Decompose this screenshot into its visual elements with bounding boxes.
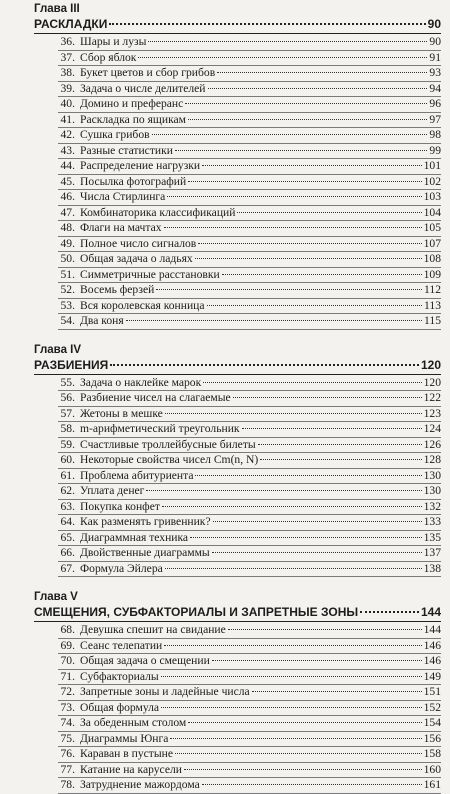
entry-number: 63. xyxy=(60,499,75,513)
toc-entry[interactable] xyxy=(58,113,441,129)
leader-dots xyxy=(212,660,422,661)
leader-dots xyxy=(148,41,427,42)
entry-number: 39. xyxy=(60,81,75,95)
toc-entry[interactable] xyxy=(58,515,441,531)
entry-page: 144 xyxy=(423,623,441,636)
entry-page: 102 xyxy=(423,174,441,188)
entry-title: Симметричные расстановки xyxy=(80,267,220,281)
entry-page: 130 xyxy=(423,484,441,497)
entry-page: 132 xyxy=(423,499,441,513)
entry-title: Караван в пустыне xyxy=(80,747,173,760)
entry-page: 107 xyxy=(423,236,441,250)
entry-number: 65. xyxy=(60,530,75,544)
leader-dots xyxy=(138,57,427,58)
toc-entry[interactable] xyxy=(58,546,441,562)
toc-entry[interactable] xyxy=(58,314,441,330)
entry-title: Букет цветов и сбор грибов xyxy=(80,66,216,79)
chapter-label: Глава III xyxy=(34,3,80,15)
entry-title: Сеанс телепатии xyxy=(80,638,163,652)
toc-entry[interactable] xyxy=(58,716,441,732)
entry-number: 75. xyxy=(60,731,75,745)
entry-page: 93 xyxy=(429,66,441,79)
toc-entry[interactable] xyxy=(58,422,441,438)
entry-page: 112 xyxy=(424,283,441,296)
entry-page: 113 xyxy=(424,298,441,312)
entry-list xyxy=(34,35,441,330)
entry-title: Задача о числе делителей xyxy=(80,81,206,95)
chapter-label: Глава IV xyxy=(34,343,82,356)
leader-dots xyxy=(184,769,422,770)
leader-dots xyxy=(203,382,421,383)
entry-number: 38. xyxy=(60,66,75,79)
entry-title: Сушка грибов xyxy=(80,128,150,141)
entry-page: 156 xyxy=(423,731,441,745)
entry-title: Общая задача о смещении xyxy=(80,654,210,667)
entry-page: 90 xyxy=(429,35,441,48)
leader-dots xyxy=(165,568,422,569)
entry-title: Шары и лузы xyxy=(80,35,147,48)
entry-number: 69. xyxy=(60,638,75,652)
entry-title: Полное число сигналов xyxy=(80,236,197,250)
entry-number: 50. xyxy=(60,252,75,265)
entry-number: 52. xyxy=(60,283,75,296)
table-of-contents xyxy=(34,2,441,794)
leader-dots xyxy=(170,738,421,739)
entry-title: Как разменять гривенник? xyxy=(80,515,211,528)
leader-dots xyxy=(161,707,422,708)
leader-dots xyxy=(188,119,427,120)
entry-page: 115 xyxy=(424,314,441,327)
entry-title: Вся королевская конница xyxy=(80,298,205,312)
entry-page: 160 xyxy=(423,762,441,776)
chapter-title-row[interactable] xyxy=(34,357,441,375)
toc-entry[interactable] xyxy=(58,128,441,144)
entry-number: 43. xyxy=(60,143,75,157)
toc-entry[interactable] xyxy=(58,778,441,794)
entry-page: 101 xyxy=(423,159,441,172)
entry-title: Запретные зоны и ладейные числа xyxy=(80,685,250,698)
toc-entry[interactable] xyxy=(58,453,441,469)
toc-entry[interactable] xyxy=(58,623,441,639)
toc-entry[interactable] xyxy=(58,252,441,268)
leader-dots xyxy=(164,645,421,646)
chapter-title-row[interactable] xyxy=(34,604,441,622)
leader-dots xyxy=(167,196,421,197)
entry-page: 133 xyxy=(423,515,441,528)
leader-dots xyxy=(360,611,419,613)
entry-title: Разбиение чисел на слагаемые xyxy=(80,391,231,404)
entry-page: 108 xyxy=(423,252,441,265)
toc-entry[interactable] xyxy=(58,391,441,407)
leader-dots xyxy=(208,88,428,89)
entry-number: 46. xyxy=(60,190,75,203)
entry-title: Диаграммная техника xyxy=(80,530,189,544)
entry-number: 76. xyxy=(60,747,75,760)
entry-title: m-арифметический треугольник xyxy=(80,422,240,435)
toc-entry[interactable] xyxy=(58,407,441,423)
entry-number: 57. xyxy=(60,406,75,420)
entry-title: Диаграммы Юнга xyxy=(80,731,169,745)
leader-dots xyxy=(110,364,419,366)
entry-page: 109 xyxy=(423,267,441,281)
chapter-title: СМЕЩЕНИЯ, СУБФАКТОРИАЛЫ И ЗАПРЕТНЫЕ ЗОНЫ xyxy=(34,605,359,619)
entry-title: Сбор яблок xyxy=(80,50,137,64)
toc-entry[interactable] xyxy=(58,670,441,686)
entry-title: Уплата денег xyxy=(80,484,145,497)
toc-entry[interactable] xyxy=(58,35,441,51)
leader-dots xyxy=(185,103,427,104)
toc-entry[interactable] xyxy=(58,701,441,717)
entry-number: 67. xyxy=(60,561,75,575)
leader-dots xyxy=(175,150,427,151)
entry-title: Два коня xyxy=(80,314,124,327)
entry-title: За обеденным столом xyxy=(80,716,187,729)
entry-page: 135 xyxy=(423,530,441,544)
leader-dots xyxy=(202,784,422,785)
entry-number: 44. xyxy=(60,159,75,172)
entry-page: 152 xyxy=(423,700,441,714)
entry-number: 71. xyxy=(60,669,75,683)
leader-dots xyxy=(233,397,422,398)
entry-number: 54. xyxy=(60,314,75,327)
toc-entry[interactable] xyxy=(58,469,441,485)
entry-page: 94 xyxy=(429,81,441,95)
entry-page: 124 xyxy=(423,422,441,435)
leader-dots xyxy=(222,274,422,275)
entry-number: 66. xyxy=(60,546,75,559)
leader-dots xyxy=(162,506,422,507)
entry-page: 138 xyxy=(423,561,441,575)
chapter-block xyxy=(34,343,441,578)
entry-title: Девушка спешит на свидание xyxy=(80,623,226,636)
toc-entry[interactable] xyxy=(58,159,441,175)
leader-dots xyxy=(237,212,421,213)
leader-dots xyxy=(165,413,422,414)
entry-page: 149 xyxy=(423,669,441,683)
leader-dots xyxy=(217,72,427,73)
entry-number: 40. xyxy=(60,97,75,110)
toc-entry[interactable] xyxy=(58,484,441,500)
entry-number: 42. xyxy=(60,128,75,141)
toc-entry[interactable] xyxy=(58,82,441,98)
toc-entry[interactable] xyxy=(58,206,441,222)
entry-list xyxy=(34,376,441,578)
toc-entry[interactable] xyxy=(58,268,441,284)
toc-entry[interactable] xyxy=(58,376,441,392)
entry-number: 47. xyxy=(60,205,75,219)
entry-page: 123 xyxy=(423,406,441,420)
entry-number: 61. xyxy=(60,468,75,482)
entry-number: 70. xyxy=(60,654,75,667)
chapter-page-number: 120 xyxy=(420,357,441,372)
entry-title: Счастливые троллейбусные билеты xyxy=(80,437,256,451)
entry-page: 161 xyxy=(423,778,441,791)
entry-page: 98 xyxy=(429,128,441,141)
entry-title: Посылка фотографий xyxy=(80,174,187,188)
entry-page: 97 xyxy=(429,112,441,126)
entry-number: 45. xyxy=(60,174,75,188)
leader-dots xyxy=(258,444,422,445)
entry-title: Общая формула xyxy=(80,700,160,714)
leader-dots xyxy=(260,459,421,460)
leader-dots xyxy=(188,722,421,723)
chapter-page-number: 144 xyxy=(420,605,441,619)
entry-page: 103 xyxy=(423,190,441,203)
leader-dots xyxy=(190,537,422,538)
entry-title: Восемь ферзей xyxy=(80,283,155,296)
entry-title: Двойственные диаграммы xyxy=(80,546,210,559)
entry-page: 154 xyxy=(423,716,441,729)
entry-number: 58. xyxy=(60,422,75,435)
entry-number: 74. xyxy=(60,716,75,729)
entry-title: Затруднение мажордома xyxy=(80,778,200,791)
entry-title: Формула Эйлера xyxy=(80,561,163,575)
chapter-page-number: 90 xyxy=(427,17,441,31)
entry-number: 77. xyxy=(60,762,75,776)
leader-dots xyxy=(195,258,422,259)
leader-dots xyxy=(212,552,422,553)
entry-page: 99 xyxy=(429,143,441,157)
chapter-label: Глава V xyxy=(34,591,78,603)
entry-number: 73. xyxy=(60,700,75,714)
entry-page: 105 xyxy=(423,221,441,234)
entry-page: 130 xyxy=(423,468,441,482)
toc-entry[interactable] xyxy=(58,175,441,191)
entry-number: 62. xyxy=(60,484,75,497)
toc-entry[interactable] xyxy=(58,144,441,160)
entry-number: 37. xyxy=(60,50,75,64)
entry-page: 151 xyxy=(423,685,441,698)
entry-number: 36. xyxy=(60,35,75,48)
entry-page: 128 xyxy=(423,453,441,466)
entry-number: 51. xyxy=(60,267,75,281)
entry-page: 158 xyxy=(423,747,441,760)
leader-dots xyxy=(242,428,422,429)
entry-title: Числа Стирлинга xyxy=(80,190,166,203)
entry-number: 64. xyxy=(60,515,75,528)
chapter-title: РАЗБИЕНИЯ xyxy=(34,357,109,372)
toc-entry[interactable] xyxy=(58,747,441,763)
entry-title: Раскладка по ящикам xyxy=(80,112,187,126)
entry-page: 146 xyxy=(423,654,441,667)
entry-list xyxy=(34,623,441,794)
leader-dots xyxy=(188,181,421,182)
entry-number: 60. xyxy=(60,453,75,466)
toc-entry[interactable] xyxy=(58,221,441,237)
leader-dots xyxy=(198,243,421,244)
entry-title: Субфакториалы xyxy=(80,669,159,683)
entry-title: Покупка конфет xyxy=(80,499,160,513)
entry-number: 55. xyxy=(60,375,75,389)
toc-entry[interactable] xyxy=(58,562,441,578)
leader-dots xyxy=(152,134,428,135)
entry-number: 72. xyxy=(60,685,75,698)
toc-entry[interactable] xyxy=(58,97,441,113)
leader-dots xyxy=(161,676,422,677)
entry-title: Катание на карусели xyxy=(80,762,182,776)
leader-dots xyxy=(195,475,421,476)
toc-entry[interactable] xyxy=(58,531,441,547)
leader-dots xyxy=(146,490,421,491)
entry-page: 122 xyxy=(423,391,441,404)
toc-entry[interactable] xyxy=(58,299,441,315)
toc-entry[interactable] xyxy=(58,283,441,299)
toc-entry[interactable] xyxy=(58,639,441,655)
toc-entry[interactable] xyxy=(58,500,441,516)
entry-page: 146 xyxy=(423,638,441,652)
entry-title: Общая задача о ладьях xyxy=(80,252,193,265)
entry-title: Распределение нагрузки xyxy=(80,159,201,172)
entry-page: 137 xyxy=(423,546,441,559)
entry-title: Некоторые свойства чисел Cm(n, N) xyxy=(80,453,259,466)
leader-dots xyxy=(207,305,423,306)
toc-entry[interactable] xyxy=(58,685,441,701)
entry-number: 68. xyxy=(60,623,75,636)
toc-entry[interactable] xyxy=(58,66,441,82)
chapter-title: РАСКЛАДКИ xyxy=(34,17,108,31)
entry-page: 126 xyxy=(423,437,441,451)
toc-entry[interactable] xyxy=(58,654,441,670)
leader-dots xyxy=(228,629,422,630)
entry-title: Флаги на мачтах xyxy=(80,221,162,234)
entry-title: Задача о наклейке марок xyxy=(80,375,202,389)
entry-number: 59. xyxy=(60,437,75,451)
entry-number: 53. xyxy=(60,298,75,312)
entry-title: Домино и преферанс xyxy=(80,97,184,110)
entry-number: 56. xyxy=(60,391,75,404)
chapter-block xyxy=(34,590,441,794)
chapter-title-row[interactable] xyxy=(34,16,441,34)
toc-entry[interactable] xyxy=(58,438,441,454)
entry-title: Проблема абитуриента xyxy=(80,468,194,482)
chapter-block xyxy=(34,2,441,330)
leader-dots xyxy=(175,753,422,754)
toc-entry[interactable] xyxy=(58,763,441,779)
leader-dots xyxy=(126,320,422,321)
entry-title: Жетоны в мешке xyxy=(80,406,163,420)
leader-dots xyxy=(213,521,422,522)
entry-number: 49. xyxy=(60,236,75,250)
toc-entry[interactable] xyxy=(58,51,441,67)
entry-page: 91 xyxy=(429,50,441,64)
entry-title: Разные статистики xyxy=(80,143,173,157)
entry-page: 120 xyxy=(423,375,441,389)
entry-page: 104 xyxy=(423,205,441,219)
leader-dots xyxy=(202,165,421,166)
leader-dots xyxy=(164,227,422,228)
toc-entry[interactable] xyxy=(58,190,441,206)
toc-entry[interactable] xyxy=(58,237,441,253)
entry-title: Комбинаторика классификаций xyxy=(80,205,236,219)
entry-number: 78. xyxy=(60,778,75,791)
toc-entry[interactable] xyxy=(58,732,441,748)
entry-number: 48. xyxy=(60,221,75,234)
entry-page: 96 xyxy=(429,97,441,110)
leader-dots xyxy=(252,691,422,692)
leader-dots xyxy=(109,23,425,25)
leader-dots xyxy=(156,289,422,290)
entry-number: 41. xyxy=(60,112,75,126)
